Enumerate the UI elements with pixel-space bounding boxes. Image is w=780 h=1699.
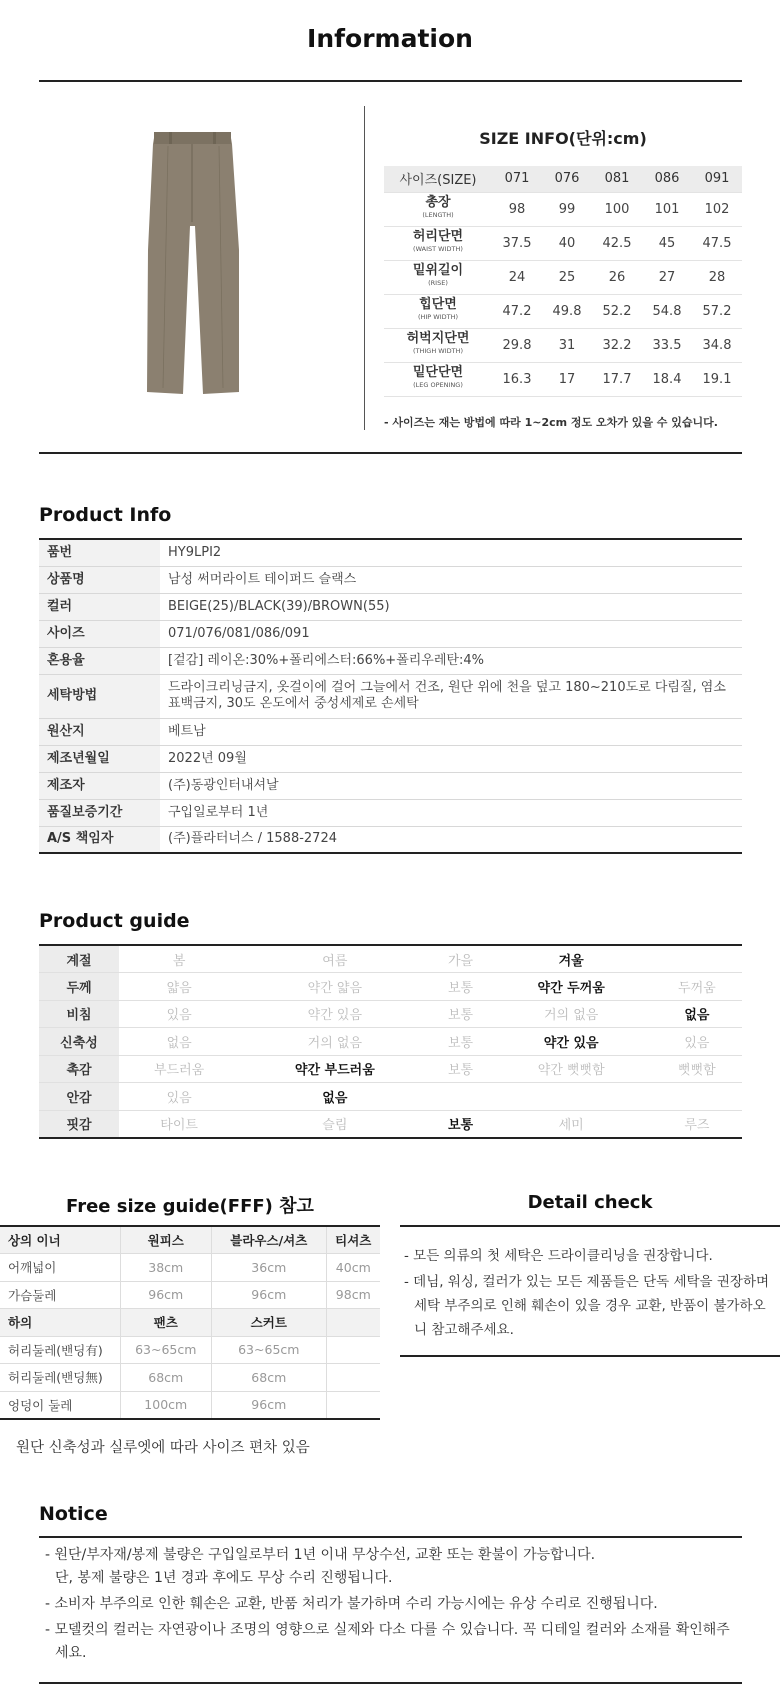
product-info-key: 제조년월일	[39, 745, 160, 772]
product-info-row	[39, 745, 742, 772]
product-guide-option: 보통	[430, 1110, 490, 1138]
size-value-cell: 29.8	[492, 328, 542, 362]
size-value-cell: 31	[542, 328, 592, 362]
divider	[39, 80, 742, 82]
size-value-cell: 98	[492, 192, 542, 226]
product-guide-option: 거의 없음	[239, 1028, 430, 1056]
size-info-title: SIZE INFO(단위:cm)	[479, 129, 647, 148]
size-value-cell: 49.8	[542, 294, 592, 328]
product-guide-key: 안감	[39, 1083, 119, 1111]
product-guide-option: 약간 있음	[491, 1028, 652, 1056]
product-info-row	[39, 718, 742, 745]
product-guide-option: 세미	[491, 1110, 652, 1138]
product-info-value: 071/076/081/086/091	[160, 620, 742, 647]
free-size-label: 가슴둘레	[0, 1281, 120, 1309]
product-info-value: 구입일로부터 1년	[160, 799, 742, 826]
product-guide-option	[652, 1083, 742, 1111]
product-info-title: Product Info	[39, 504, 172, 526]
size-value-cell: 52.2	[592, 294, 642, 328]
size-row	[384, 362, 742, 396]
product-guide-option: 겨울	[491, 945, 652, 973]
size-header-cell: 086	[642, 166, 692, 192]
size-value-cell: 100	[592, 192, 642, 226]
free-size-cell	[326, 1364, 380, 1392]
free-size-label: 하의	[0, 1309, 120, 1337]
product-guide-option: 보통	[430, 1055, 490, 1083]
product-guide-row	[39, 1083, 742, 1111]
free-size-cell: 티셔츠	[326, 1226, 380, 1254]
free-size-cell: 63~65cm	[120, 1336, 212, 1364]
product-guide-option: 약간 있음	[239, 1000, 430, 1028]
free-size-cell: 96cm	[212, 1281, 327, 1309]
free-size-label: 엉덩이 둘레	[0, 1391, 120, 1419]
free-size-row	[0, 1281, 380, 1309]
product-guide-option	[430, 1083, 490, 1111]
size-value-cell: 26	[592, 260, 642, 294]
size-row-label	[384, 294, 492, 328]
detail-check-item: - 모든 의류의 첫 세탁은 드라이클리닝을 권장합니다.	[404, 1248, 713, 1264]
free-size-cell: 68cm	[212, 1364, 327, 1392]
product-guide-row	[39, 1055, 742, 1083]
free-size-table	[0, 1225, 380, 1420]
free-size-cell: 63~65cm	[212, 1336, 327, 1364]
size-value-cell: 18.4	[642, 362, 692, 396]
size-header-cell: 076	[542, 166, 592, 192]
product-guide-table	[39, 944, 742, 1139]
notice-item	[39, 1593, 742, 1616]
product-guide-option	[652, 945, 742, 973]
product-guide-key: 신축성	[39, 1028, 119, 1056]
size-row-label	[384, 192, 492, 226]
product-guide-option: 얇음	[119, 973, 239, 1001]
free-size-cell: 36cm	[212, 1254, 327, 1282]
size-row	[384, 328, 742, 362]
product-guide-row	[39, 945, 742, 973]
product-guide-option: 약간 얇음	[239, 973, 430, 1001]
divider	[39, 1682, 742, 1684]
product-guide-row	[39, 1028, 742, 1056]
size-row-label-en: (LEG OPENING)	[413, 381, 463, 389]
size-table	[384, 166, 742, 397]
free-size-label: 어깨넓이	[0, 1254, 120, 1282]
size-row-label-en: (LENGTH)	[422, 211, 454, 219]
free-size-cell: 96cm	[212, 1391, 327, 1419]
notice-item	[39, 1544, 742, 1590]
size-value-cell: 25	[542, 260, 592, 294]
free-size-guide-title: Free size guide(FFF) 참고	[66, 1196, 314, 1217]
product-guide-title: Product guide	[39, 910, 190, 932]
divider	[39, 1536, 742, 1538]
product-info-row	[39, 647, 742, 674]
size-value-cell: 42.5	[592, 226, 642, 260]
product-guide-option: 없음	[652, 1000, 742, 1028]
product-guide-key: 촉감	[39, 1055, 119, 1083]
notice-title: Notice	[39, 1503, 108, 1525]
size-value-cell: 37.5	[492, 226, 542, 260]
detail-check-title: Detail check	[527, 1192, 653, 1213]
free-size-row	[0, 1336, 380, 1364]
product-info-row	[39, 566, 742, 593]
product-info-row	[39, 593, 742, 620]
product-guide-key: 두께	[39, 973, 119, 1001]
free-size-row	[0, 1391, 380, 1419]
free-size-cell: 팬츠	[120, 1309, 212, 1337]
size-value-cell: 24	[492, 260, 542, 294]
product-guide-option	[491, 1083, 652, 1111]
size-value-cell: 45	[642, 226, 692, 260]
product-guide-row	[39, 1000, 742, 1028]
product-info-key: 세탁방법	[39, 674, 160, 718]
size-row	[384, 294, 742, 328]
free-size-cell: 68cm	[120, 1364, 212, 1392]
free-size-row	[0, 1364, 380, 1392]
product-guide-option: 없음	[239, 1083, 430, 1111]
size-row-label	[384, 260, 492, 294]
size-value-cell: 19.1	[692, 362, 742, 396]
size-value-cell: 102	[692, 192, 742, 226]
size-row-label-en: (HIP WIDTH)	[417, 313, 459, 321]
size-header-cell: 071	[492, 166, 542, 192]
notice-item-subtext: 단, 봉제 불량은 1년 경과 후에도 무상 수리 진행됩니다.	[55, 1570, 393, 1586]
size-row-label	[384, 362, 492, 396]
product-info-value: HY9LPI2	[160, 539, 742, 566]
product-guide-option: 약간 뻣뻣함	[491, 1055, 652, 1083]
product-guide-option: 슬림	[239, 1110, 430, 1138]
free-size-cell: 원피스	[120, 1226, 212, 1254]
detail-check-item: - 데님, 워싱, 컬러가 있는 모든 제품들은 단독 세탁을 권장하며 세탁 부주의로 인해 훼손이 있을 경우 교환, 반품이 불가하오니 참고해주세요.	[404, 1274, 770, 1338]
product-info-key: 원산지	[39, 718, 160, 745]
vertical-divider	[364, 106, 365, 430]
product-guide-key: 비침	[39, 1000, 119, 1028]
product-guide-option: 루즈	[652, 1110, 742, 1138]
product-info-value: (주)플라터너스 / 1588-2724	[160, 826, 742, 853]
size-row-label-ko: 밑단단면	[412, 365, 464, 380]
product-info-key: 컬러	[39, 593, 160, 620]
product-info-key: 제조자	[39, 772, 160, 799]
size-value-cell: 16.3	[492, 362, 542, 396]
size-value-cell: 47.5	[692, 226, 742, 260]
free-size-cell: 98cm	[326, 1281, 380, 1309]
size-row-label-ko: 허벅지단면	[406, 331, 470, 346]
product-info-row	[39, 826, 742, 853]
size-row	[384, 192, 742, 226]
free-size-cell	[326, 1309, 380, 1337]
size-row-label-ko: 허리단면	[412, 229, 464, 244]
notice-item-text: - 원단/부자재/봉제 불량은 구입일로부터 1년 이내 무상수선, 교환 또는 환불이 가능합니다.	[45, 1547, 596, 1563]
size-value-cell: 28	[692, 260, 742, 294]
free-size-note: 원단 신축성과 실루엣에 따라 사이즈 편차 있음	[16, 1440, 310, 1456]
product-info-key: 품질보증기간	[39, 799, 160, 826]
product-pants-image	[135, 130, 250, 400]
size-row	[384, 260, 742, 294]
product-guide-option: 가을	[430, 945, 490, 973]
size-value-cell: 54.8	[642, 294, 692, 328]
size-header-cell: 081	[592, 166, 642, 192]
product-info-key: 상품명	[39, 566, 160, 593]
size-table-header	[384, 166, 742, 192]
free-size-cell: 38cm	[120, 1254, 212, 1282]
product-info-table	[39, 538, 742, 854]
size-value-cell: 40	[542, 226, 592, 260]
size-value-cell: 47.2	[492, 294, 542, 328]
free-size-cell: 96cm	[120, 1281, 212, 1309]
divider	[39, 452, 742, 454]
size-value-cell: 17	[542, 362, 592, 396]
size-value-cell: 17.7	[592, 362, 642, 396]
product-guide-row	[39, 973, 742, 1001]
size-row-label-en: (WAIST WIDTH)	[413, 245, 463, 253]
product-info-value: 남성 써머라이트 테이퍼드 슬랙스	[160, 566, 742, 593]
product-guide-option: 보통	[430, 1028, 490, 1056]
product-guide-option: 뻣뻣함	[652, 1055, 742, 1083]
divider	[400, 1225, 780, 1227]
product-info-row	[39, 674, 742, 718]
free-size-header-row	[0, 1309, 380, 1337]
size-row-label-ko: 총장	[425, 195, 451, 210]
product-guide-row	[39, 1110, 742, 1138]
size-row-label	[384, 328, 492, 362]
size-value-cell: 33.5	[642, 328, 692, 362]
size-row-label-en: (RISE)	[428, 279, 448, 287]
size-note: - 사이즈는 재는 방법에 따라 1~2cm 정도 오차가 있을 수 있습니다.	[384, 416, 718, 429]
product-info-key: 사이즈	[39, 620, 160, 647]
product-guide-option: 있음	[652, 1028, 742, 1056]
product-info-value: 2022년 09월	[160, 745, 742, 772]
product-info-key: A/S 책임자	[39, 826, 160, 853]
size-value-cell: 99	[542, 192, 592, 226]
size-value-cell: 32.2	[592, 328, 642, 362]
free-size-label: 허리둘레(밴딩有)	[0, 1336, 120, 1364]
product-guide-option: 거의 없음	[491, 1000, 652, 1028]
notice-list	[39, 1544, 742, 1668]
product-info-value: (주)동광인터내셔날	[160, 772, 742, 799]
product-info-value: [겉감] 레이온:30%+폴리에스터:66%+폴리우레탄:4%	[160, 647, 742, 674]
size-row-label-en: (THIGH WIDTH)	[412, 347, 464, 355]
free-size-cell: 100cm	[120, 1391, 212, 1419]
size-header-label: 사이즈(SIZE)	[384, 166, 492, 192]
notice-item	[39, 1619, 742, 1665]
divider	[400, 1355, 780, 1357]
free-size-label: 허리둘레(밴딩無)	[0, 1364, 120, 1392]
free-size-cell	[326, 1336, 380, 1364]
product-info-value: 베트남	[160, 718, 742, 745]
size-value-cell: 27	[642, 260, 692, 294]
product-info-value: BEIGE(25)/BLACK(39)/BROWN(55)	[160, 593, 742, 620]
product-info-row	[39, 539, 742, 566]
size-value-cell: 34.8	[692, 328, 742, 362]
product-guide-option: 여름	[239, 945, 430, 973]
information-title: Information	[307, 24, 473, 53]
notice-item-text: - 모델컷의 컬러는 자연광이나 조명의 영향으로 실제와 다소 다를 수 있습니다. 꼭 디테일 컬러와 소재를 확인해주세요.	[45, 1622, 730, 1661]
product-guide-option: 있음	[119, 1000, 239, 1028]
product-info-row	[39, 772, 742, 799]
product-guide-option: 봄	[119, 945, 239, 973]
product-info-key: 혼용율	[39, 647, 160, 674]
product-guide-option: 타이트	[119, 1110, 239, 1138]
notice-item-text: - 소비자 부주의로 인한 훼손은 교환, 반품 처리가 불가하며 수리 가능시에는 유상 수리로 진행됩니다.	[45, 1596, 658, 1612]
size-header-cell: 091	[692, 166, 742, 192]
product-guide-key: 계절	[39, 945, 119, 973]
size-row-label-ko: 밑위길이	[412, 263, 464, 278]
size-value-cell: 101	[642, 192, 692, 226]
size-row	[384, 226, 742, 260]
product-guide-option: 보통	[430, 1000, 490, 1028]
free-size-cell: 40cm	[326, 1254, 380, 1282]
free-size-header-row	[0, 1226, 380, 1254]
size-row-label-ko: 힙단면	[419, 297, 457, 312]
product-info-row	[39, 620, 742, 647]
size-value-cell: 57.2	[692, 294, 742, 328]
product-guide-option: 있음	[119, 1083, 239, 1111]
free-size-label: 상의 이너	[0, 1226, 120, 1254]
product-info-row	[39, 799, 742, 826]
product-guide-option: 보통	[430, 973, 490, 1001]
product-guide-option: 약간 부드러움	[239, 1055, 430, 1083]
free-size-row	[0, 1254, 380, 1282]
product-guide-option: 부드러움	[119, 1055, 239, 1083]
free-size-cell: 블라우스/셔츠	[212, 1226, 327, 1254]
product-guide-option: 약간 두꺼움	[491, 973, 652, 1001]
product-info-key: 품번	[39, 539, 160, 566]
free-size-cell	[326, 1391, 380, 1419]
product-info-value: 드라이크리닝금지, 옷걸이에 걸어 그늘에서 건조, 원단 위에 천을 덮고 180~210도로 다림질, 염소 표백금지, 30도 온도에서 중성세제로 손세탁	[160, 674, 742, 718]
product-guide-option: 두꺼움	[652, 973, 742, 1001]
free-size-cell: 스커트	[212, 1309, 327, 1337]
detail-check-list	[400, 1244, 772, 1344]
product-guide-key: 핏감	[39, 1110, 119, 1138]
product-guide-option: 없음	[119, 1028, 239, 1056]
size-row-label	[384, 226, 492, 260]
